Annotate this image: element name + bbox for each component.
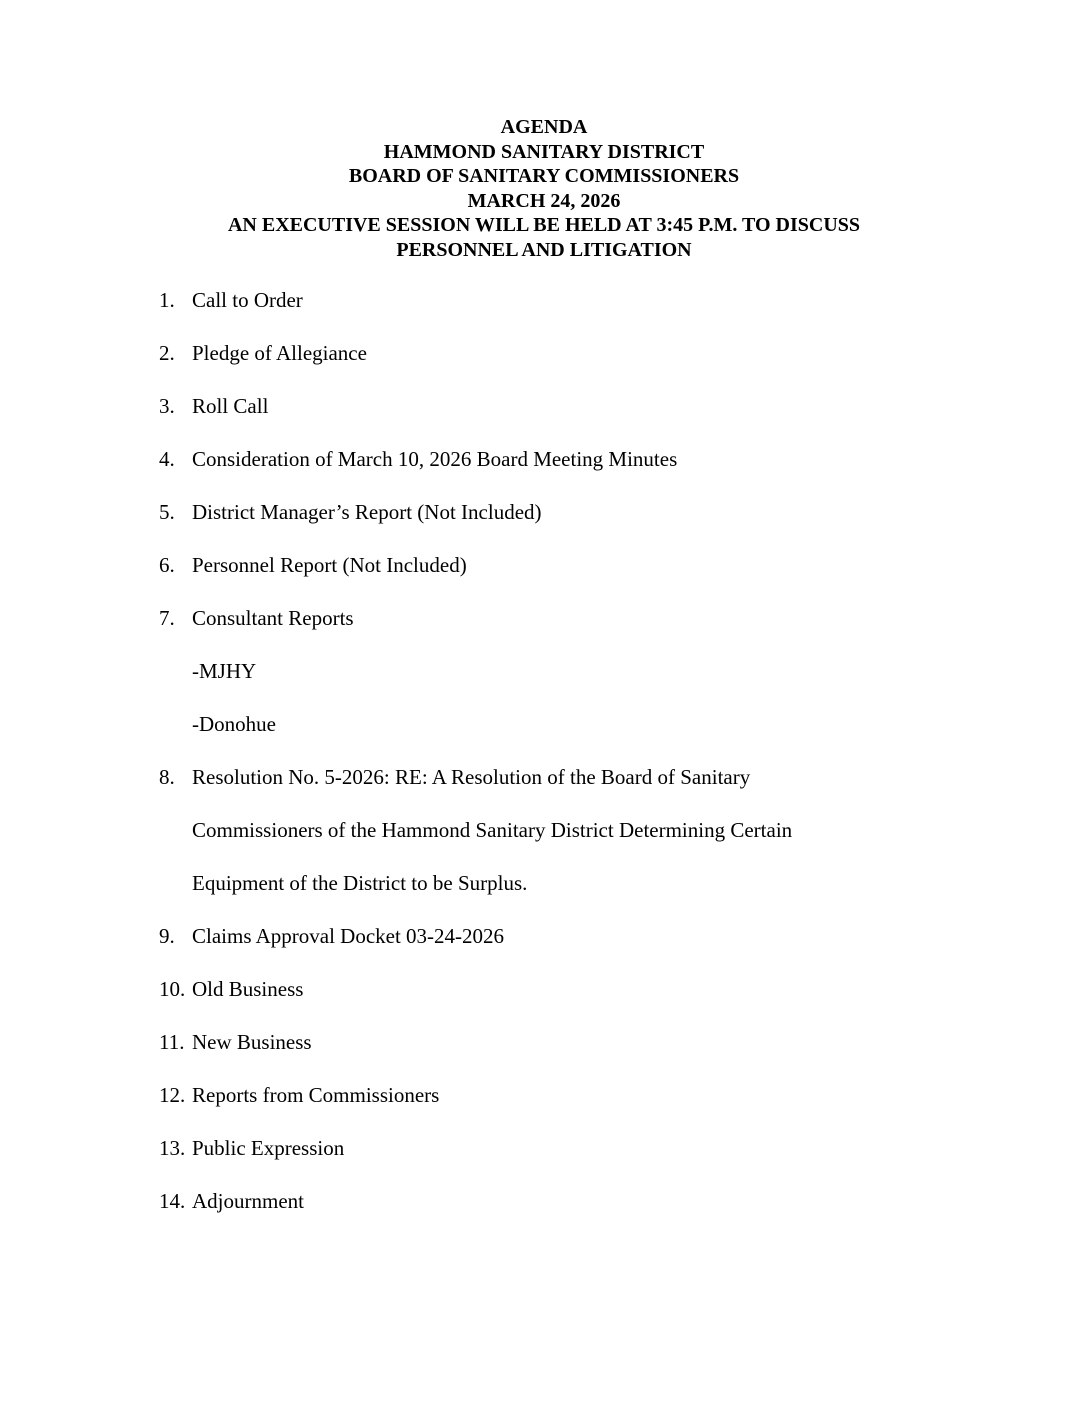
agenda-item-text: Claims Approval Docket 03-24-2026 bbox=[192, 924, 505, 948]
agenda-item-number: 14. bbox=[159, 1189, 186, 1213]
agenda-item-text: Consideration of March 10, 2026 Board Meeting Minutes bbox=[192, 447, 678, 471]
agenda-item-text: Public Expression bbox=[192, 1136, 345, 1160]
agenda-item-number: 9. bbox=[159, 924, 175, 948]
agenda-item-number: 6. bbox=[159, 553, 175, 577]
agenda-item-text: District Manager’s Report (Not Included) bbox=[192, 500, 542, 524]
agenda-item-text: Personnel Report (Not Included) bbox=[192, 553, 467, 577]
agenda-item-number: 3. bbox=[159, 394, 175, 418]
header-session-notice: AN EXECUTIVE SESSION WILL BE HELD AT 3:45 P.M. TO DISCUSS bbox=[227, 214, 861, 236]
header-title: AGENDA bbox=[500, 116, 588, 138]
agenda-item-text: Call to Order bbox=[192, 288, 303, 312]
agenda-item-text: Pledge of Allegiance bbox=[192, 341, 367, 365]
header-board: BOARD OF SANITARY COMMISSIONERS bbox=[348, 165, 740, 187]
agenda-item-text: Adjournment bbox=[192, 1189, 304, 1213]
header-date: MARCH 24, 2026 bbox=[467, 189, 621, 212]
agenda-item-number: 7. bbox=[159, 606, 175, 630]
agenda-item-number: 13. bbox=[159, 1136, 186, 1160]
agenda-item-text: Roll Call bbox=[192, 394, 269, 418]
agenda-item-text: Reports from Commissioners bbox=[192, 1083, 440, 1107]
agenda-item-number: 1. bbox=[159, 288, 175, 312]
agenda-item-text: Consultant Reports bbox=[192, 606, 354, 630]
agenda-item-text: Old Business bbox=[192, 977, 304, 1001]
agenda-item-number: 12. bbox=[159, 1083, 186, 1107]
agenda-item-text: Resolution No. 5-2026: RE: A Resolution of the Board of Sanitary bbox=[192, 765, 751, 789]
agenda-item-number: 4. bbox=[159, 447, 175, 471]
agenda-item-number: 2. bbox=[159, 341, 175, 365]
agenda-item-number: 11. bbox=[159, 1030, 185, 1054]
agenda-subitem-text: -Donohue bbox=[192, 712, 276, 736]
agenda-item-text: Commissioners of the Hammond Sanitary District Determining Certain bbox=[192, 818, 793, 842]
header-organization: HAMMOND SANITARY DISTRICT bbox=[383, 140, 705, 163]
header-session-topics: PERSONNEL AND LITIGATION bbox=[396, 238, 692, 261]
agenda-subitem-text: -MJHY bbox=[192, 659, 257, 683]
agenda-item-number: 10. bbox=[159, 977, 186, 1001]
agenda-item-number: 5. bbox=[159, 500, 175, 524]
agenda-header bbox=[0, 115, 1088, 262]
agenda-item-text: New Business bbox=[192, 1030, 312, 1054]
agenda-item-number: 8. bbox=[159, 765, 175, 789]
agenda-item-text: Equipment of the District to be Surplus. bbox=[192, 871, 528, 895]
